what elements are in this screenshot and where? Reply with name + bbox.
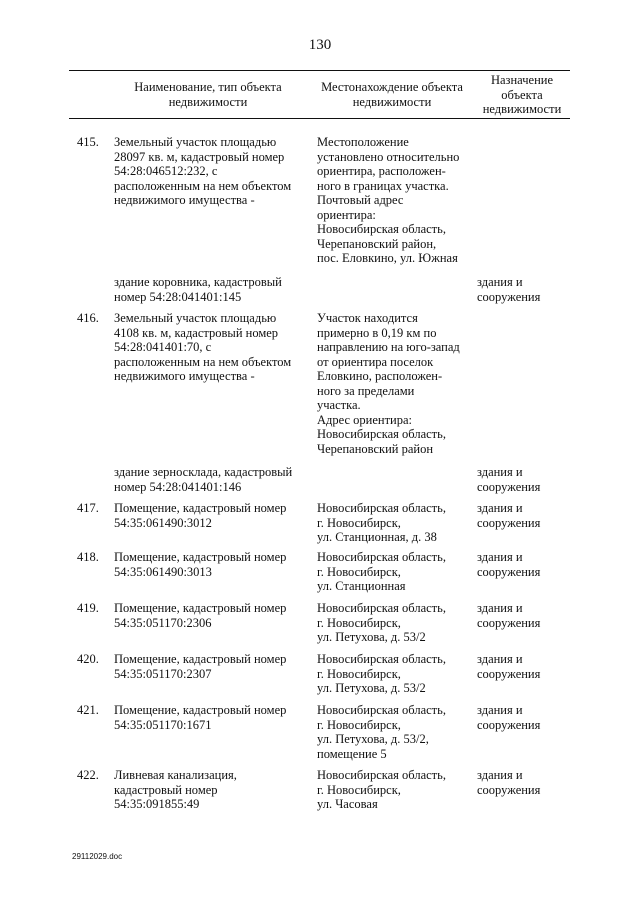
row-purpose: здания и сооружения — [477, 465, 541, 494]
footer-filename: 29112029.doc — [72, 852, 123, 861]
row-location: Участок находится примерно в 0,19 км по направлению на юго-запад от ориентира поселок Еловкино, расположен- ного за пределами участка. Адрес ориентира: Новосибирская область, Черепановский район — [317, 311, 460, 456]
row-location: Новосибирская область, г. Новосибирск, ул. Станционная — [317, 550, 446, 593]
header-purpose-column: Назначение объекта недвижимости — [482, 73, 562, 116]
row-number: 421. — [77, 703, 99, 717]
row-purpose: здания и сооружения — [477, 652, 541, 681]
row-number: 416. — [77, 311, 99, 325]
page-number: 130 — [308, 37, 332, 53]
row-purpose: здания и сооружения — [477, 703, 541, 732]
row-name: Ливневая канализация, кадастровый номер 54:35:091855:49 — [114, 768, 237, 811]
row-location: Новосибирская область, г. Новосибирск, ул. Петухова, д. 53/2 — [317, 652, 446, 695]
row-purpose: здания и сооружения — [477, 550, 541, 579]
row-purpose: здания и сооружения — [477, 501, 541, 530]
row-name: Земельный участок площадью 4108 кв. м, кадастровый номер 54:28:041401:70, с расположенным на нем объектом недвижимого имущества - — [114, 311, 292, 383]
row-location: Местоположение установлено относительно ориентира, расположен- ного в границах участка. Почтовый адрес ориентира: Новосибирская область, Черепановский район, пос. Еловкино, ул. Южная — [317, 135, 460, 265]
row-number: 417. — [77, 501, 99, 515]
row-purpose: здания и сооружения — [477, 768, 541, 797]
row-location: Новосибирская область, г. Новосибирск, ул. Часовая — [317, 768, 446, 811]
row-number: 420. — [77, 652, 99, 666]
row-purpose: здания и сооружения — [477, 275, 541, 304]
row-number: 418. — [77, 550, 99, 564]
row-name: Помещение, кадастровый номер 54:35:061490:3012 — [114, 501, 287, 530]
row-name: здание зерносклада, кадастровый номер 54:28:041401:146 — [114, 465, 293, 494]
row-name: Помещение, кадастровый номер 54:35:051170:2307 — [114, 652, 287, 681]
row-number: 419. — [77, 601, 99, 615]
row-location: Новосибирская область, г. Новосибирск, ул. Петухова, д. 53/2 — [317, 601, 446, 644]
row-location: Новосибирская область, г. Новосибирск, ул. Петухова, д. 53/2, помещение 5 — [317, 703, 446, 761]
row-purpose: здания и сооружения — [477, 601, 541, 630]
row-name: здание коровника, кадастровый номер 54:28:041401:145 — [114, 275, 282, 304]
row-name: Помещение, кадастровый номер 54:35:061490:3013 — [114, 550, 287, 579]
row-name: Помещение, кадастровый номер 54:35:051170:2306 — [114, 601, 287, 630]
row-location: Новосибирская область, г. Новосибирск, ул. Станционная, д. 38 — [317, 501, 446, 544]
row-number: 415. — [77, 135, 99, 149]
header-location-column: Местонахождение объекта недвижимости — [321, 80, 463, 109]
row-name: Земельный участок площадью 28097 кв. м, кадастровый номер 54:28:046512:232, с расположенным на нем объектом недвижимого имущества - — [114, 135, 292, 207]
row-name: Помещение, кадастровый номер 54:35:051170:1671 — [114, 703, 287, 732]
row-number: 422. — [77, 768, 99, 782]
header-name-column: Наименование, тип объекта недвижимости — [134, 80, 282, 109]
